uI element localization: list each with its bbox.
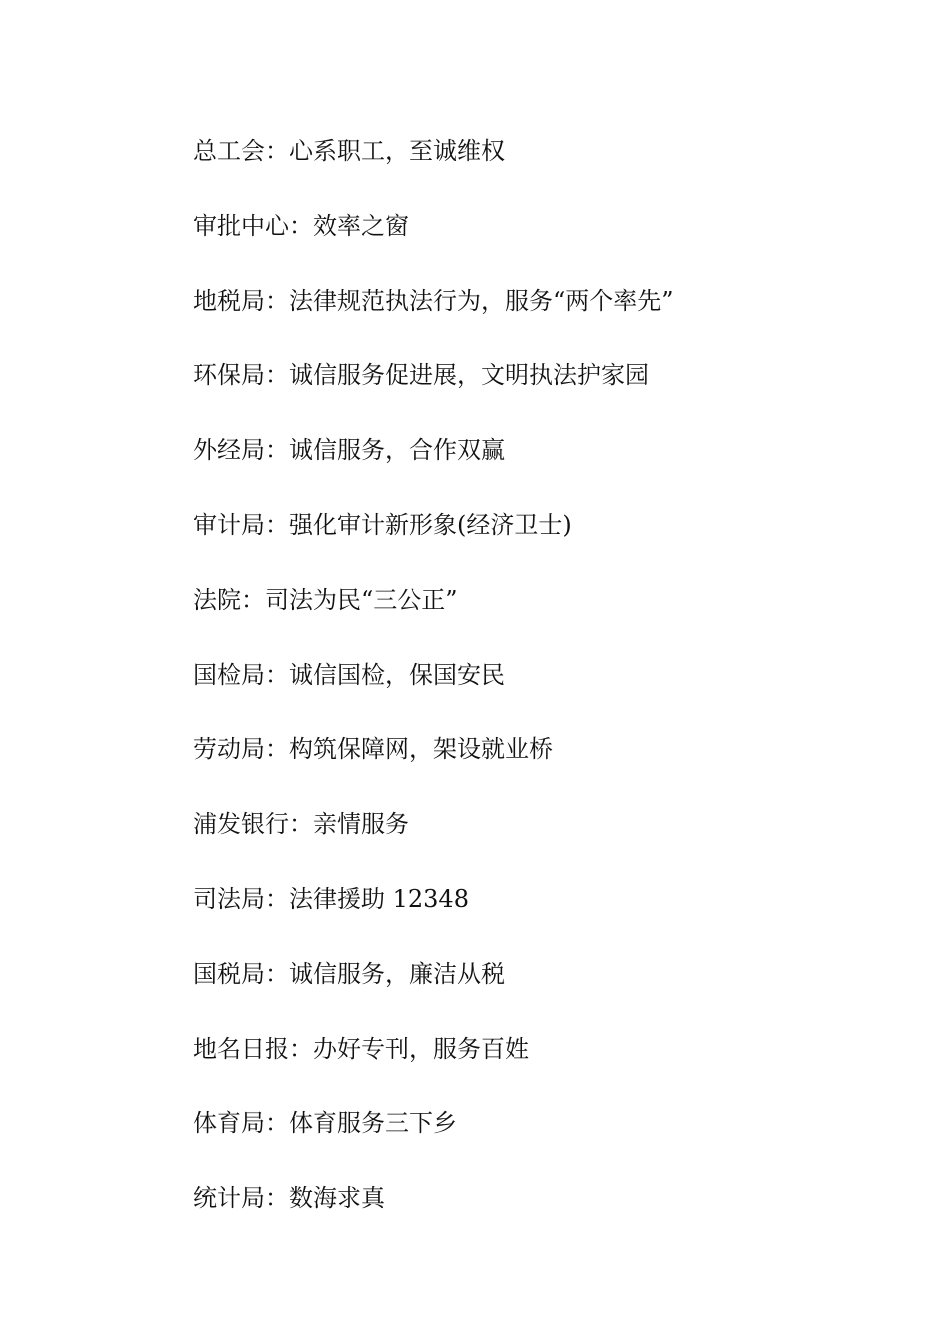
slogan-line: 审计局：强化审计新形象(经济卫士) — [193, 510, 572, 539]
slogan-line: 环保局：诚信服务促进展，文明执法护家园 — [193, 361, 649, 390]
slogan-line: 地名日报：办好专刊，服务百姓 — [193, 1034, 529, 1063]
slogan-line: 劳动局：构筑保障网，架设就业桥 — [193, 735, 553, 764]
slogan-line: 统计局：数海求真 — [193, 1184, 385, 1213]
slogan-line: 司法局：法律援助 12348 — [193, 884, 469, 913]
slogan-line: 浦发银行：亲情服务 — [193, 810, 409, 839]
slogan-list — [193, 133, 893, 1255]
slogan-line: 总工会：心系职工，至诚维权 — [193, 137, 505, 165]
slogan-line: 法院：司法为民“三公正” — [193, 585, 458, 614]
slogan-line: 国检局：诚信国检，保国安民 — [193, 660, 505, 689]
slogan-line: 地税局：法律规范执法行为，服务“两个率先” — [193, 286, 674, 315]
slogan-line: 外经局：诚信服务，合作双赢 — [193, 436, 505, 465]
slogan-line: 国税局：诚信服务，廉洁从税 — [193, 959, 505, 988]
slogan-line: 审批中心：效率之窗 — [193, 211, 409, 240]
slogan-line: 体育局：体育服务三下乡 — [193, 1109, 457, 1138]
